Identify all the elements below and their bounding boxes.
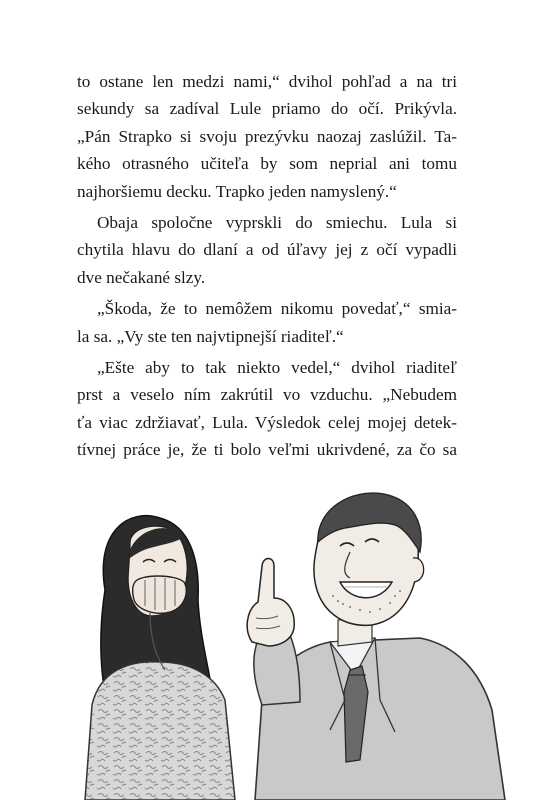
text-line: dve nečakané slzy.	[77, 267, 206, 287]
text-line: ťa viac zdržiavať, Lula. Výsledok celej mojej detek-	[77, 412, 457, 432]
text-line: chytila hlavu do dlaní a od úľavy jej z očí vypadli	[77, 240, 457, 260]
text-line: sekundy sa zadíval Lule priamo do očí. Prikývla.	[77, 99, 457, 119]
text-line: „Ešte aby to tak niekto vedel,“ dvihol riaditeľ	[97, 357, 457, 377]
text-line: prst a veselo ním zakrútil vo vzduchu. „Nebudem	[77, 385, 457, 405]
laughing-girl-and-principal-illustration	[0, 470, 533, 800]
text-line: la sa. „Vy ste ten najvtipnejší riaditeľ.“	[77, 326, 344, 346]
principal-figure	[247, 493, 505, 800]
girl-figure	[85, 516, 235, 800]
body-text	[77, 68, 457, 463]
text-line: kého otrasného učiteľa by som neprial ani tomu	[77, 154, 457, 174]
text-line: najhoršiemu decku. Trapko jeden namyslený.“	[77, 181, 397, 201]
text-line: to ostane len medzi nami,“ dvihol pohľad a na tri	[77, 72, 457, 91]
text-line: Obaja spoločne vyprskli do smiechu. Lula si	[97, 212, 457, 232]
text-line: „Pán Strapko si svoju prezývku naozaj zaslúžil. Ta-	[77, 126, 457, 146]
text-line: „Škoda, že to nemôžem nikomu povedať,“ smia-	[97, 299, 457, 319]
text-line: tívnej práce je, že ti bolo veľmi ukrivdené, za čo sa	[77, 440, 457, 460]
